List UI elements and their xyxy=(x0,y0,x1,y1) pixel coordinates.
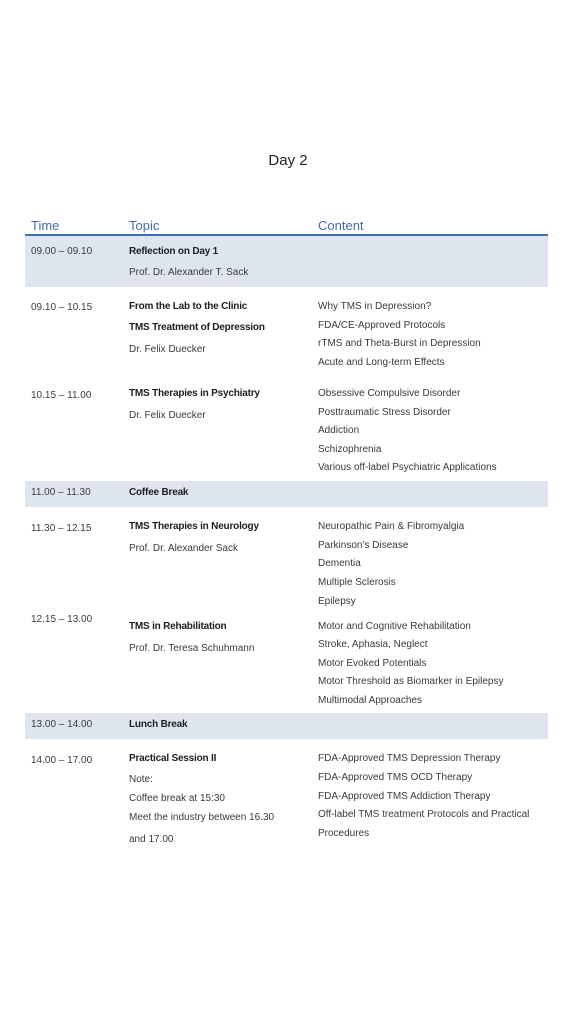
row-time: 11.00 – 11.30 xyxy=(31,487,91,498)
content-item: Obsessive Compulsive Disorder xyxy=(318,388,461,399)
row-note: Coffee break at 15:30 xyxy=(129,793,225,804)
content-item: Addiction xyxy=(318,425,360,436)
row-title: TMS Therapies in Psychiatry xyxy=(129,388,260,399)
row-time: 13.00 – 14.00 xyxy=(31,719,93,730)
row-title: Reflection on Day 1 xyxy=(129,246,218,257)
row-speaker: Prof. Dr. Alexander T. Sack xyxy=(129,267,249,278)
row-title: Coffee Break xyxy=(129,487,189,498)
row-speaker: Dr. Felix Duecker xyxy=(129,344,206,355)
content-item: Various off-label Psychiatric Applications xyxy=(318,462,497,473)
content-item: Motor Evoked Potentials xyxy=(318,658,427,669)
row-title: From the Lab to the Clinic xyxy=(129,301,248,312)
content-item: Motor Threshold as Biomarker in Epilepsy xyxy=(318,676,504,687)
content-item: Why TMS in Depression? xyxy=(318,301,432,312)
row-note: Note: xyxy=(129,774,153,785)
content-item: Multiple Sclerosis xyxy=(318,577,396,588)
column-header-time: Time xyxy=(31,218,60,233)
row-speaker: Prof. Dr. Alexander Sack xyxy=(129,543,238,554)
content-item: Procedures xyxy=(318,828,370,839)
content-item: Posttraumatic Stress Disorder xyxy=(318,407,451,418)
row-title: Practical Session II xyxy=(129,753,217,764)
row-speaker: Dr. Felix Duecker xyxy=(129,410,206,421)
content-item: Off-label TMS treatment Protocols and Practical xyxy=(318,809,530,820)
row-title: Lunch Break xyxy=(129,719,188,730)
content-item: FDA-Approved TMS Addiction Therapy xyxy=(318,791,491,802)
row-title: TMS in Rehabilitation xyxy=(129,621,227,632)
row-band-coffee-break xyxy=(25,481,548,507)
content-item: Multimodal Approaches xyxy=(318,695,422,706)
content-item: rTMS and Theta-Burst in Depression xyxy=(318,338,481,349)
content-item: Neuropathic Pain & Fibromyalgia xyxy=(318,521,465,532)
row-band-reflection xyxy=(25,236,548,287)
content-item: Schizophrenia xyxy=(318,444,382,455)
row-time: 09.00 – 09.10 xyxy=(31,246,93,257)
content-item: FDA-Approved TMS OCD Therapy xyxy=(318,772,473,783)
row-time: 11.30 – 12.15 xyxy=(31,523,92,534)
row-note: and 17.00 xyxy=(129,834,174,845)
row-time: 09.10 – 10.15 xyxy=(31,302,93,313)
column-header-content: Content xyxy=(318,218,364,233)
content-item: Parkinson’s Disease xyxy=(318,540,409,551)
content-item: Acute and Long-term Effects xyxy=(318,357,445,368)
row-time: 10.15 – 11.00 xyxy=(31,390,92,401)
content-item: Motor and Cognitive Rehabilitation xyxy=(318,621,471,632)
row-title: TMS Therapies in Neurology xyxy=(129,521,259,532)
content-item: Epilepsy xyxy=(318,596,356,607)
content-item: Dementia xyxy=(318,558,361,569)
content-item: FDA-Approved TMS Depression Therapy xyxy=(318,753,501,764)
row-note: Meet the industry between 16.30 xyxy=(129,812,275,823)
row-speaker: Prof. Dr. Teresa Schuhmann xyxy=(129,643,255,654)
content-item: FDA/CE-Approved Protocols xyxy=(318,320,446,331)
row-subtitle: TMS Treatment of Depression xyxy=(129,322,265,333)
page-title: Day 2 xyxy=(268,152,308,169)
row-time: 12.15 – 13.00 xyxy=(31,614,93,625)
content-item: Stroke, Aphasia, Neglect xyxy=(318,639,428,650)
row-band-lunch-break xyxy=(25,713,548,739)
row-time: 14.00 – 17.00 xyxy=(31,755,93,766)
column-header-topic: Topic xyxy=(129,218,160,233)
